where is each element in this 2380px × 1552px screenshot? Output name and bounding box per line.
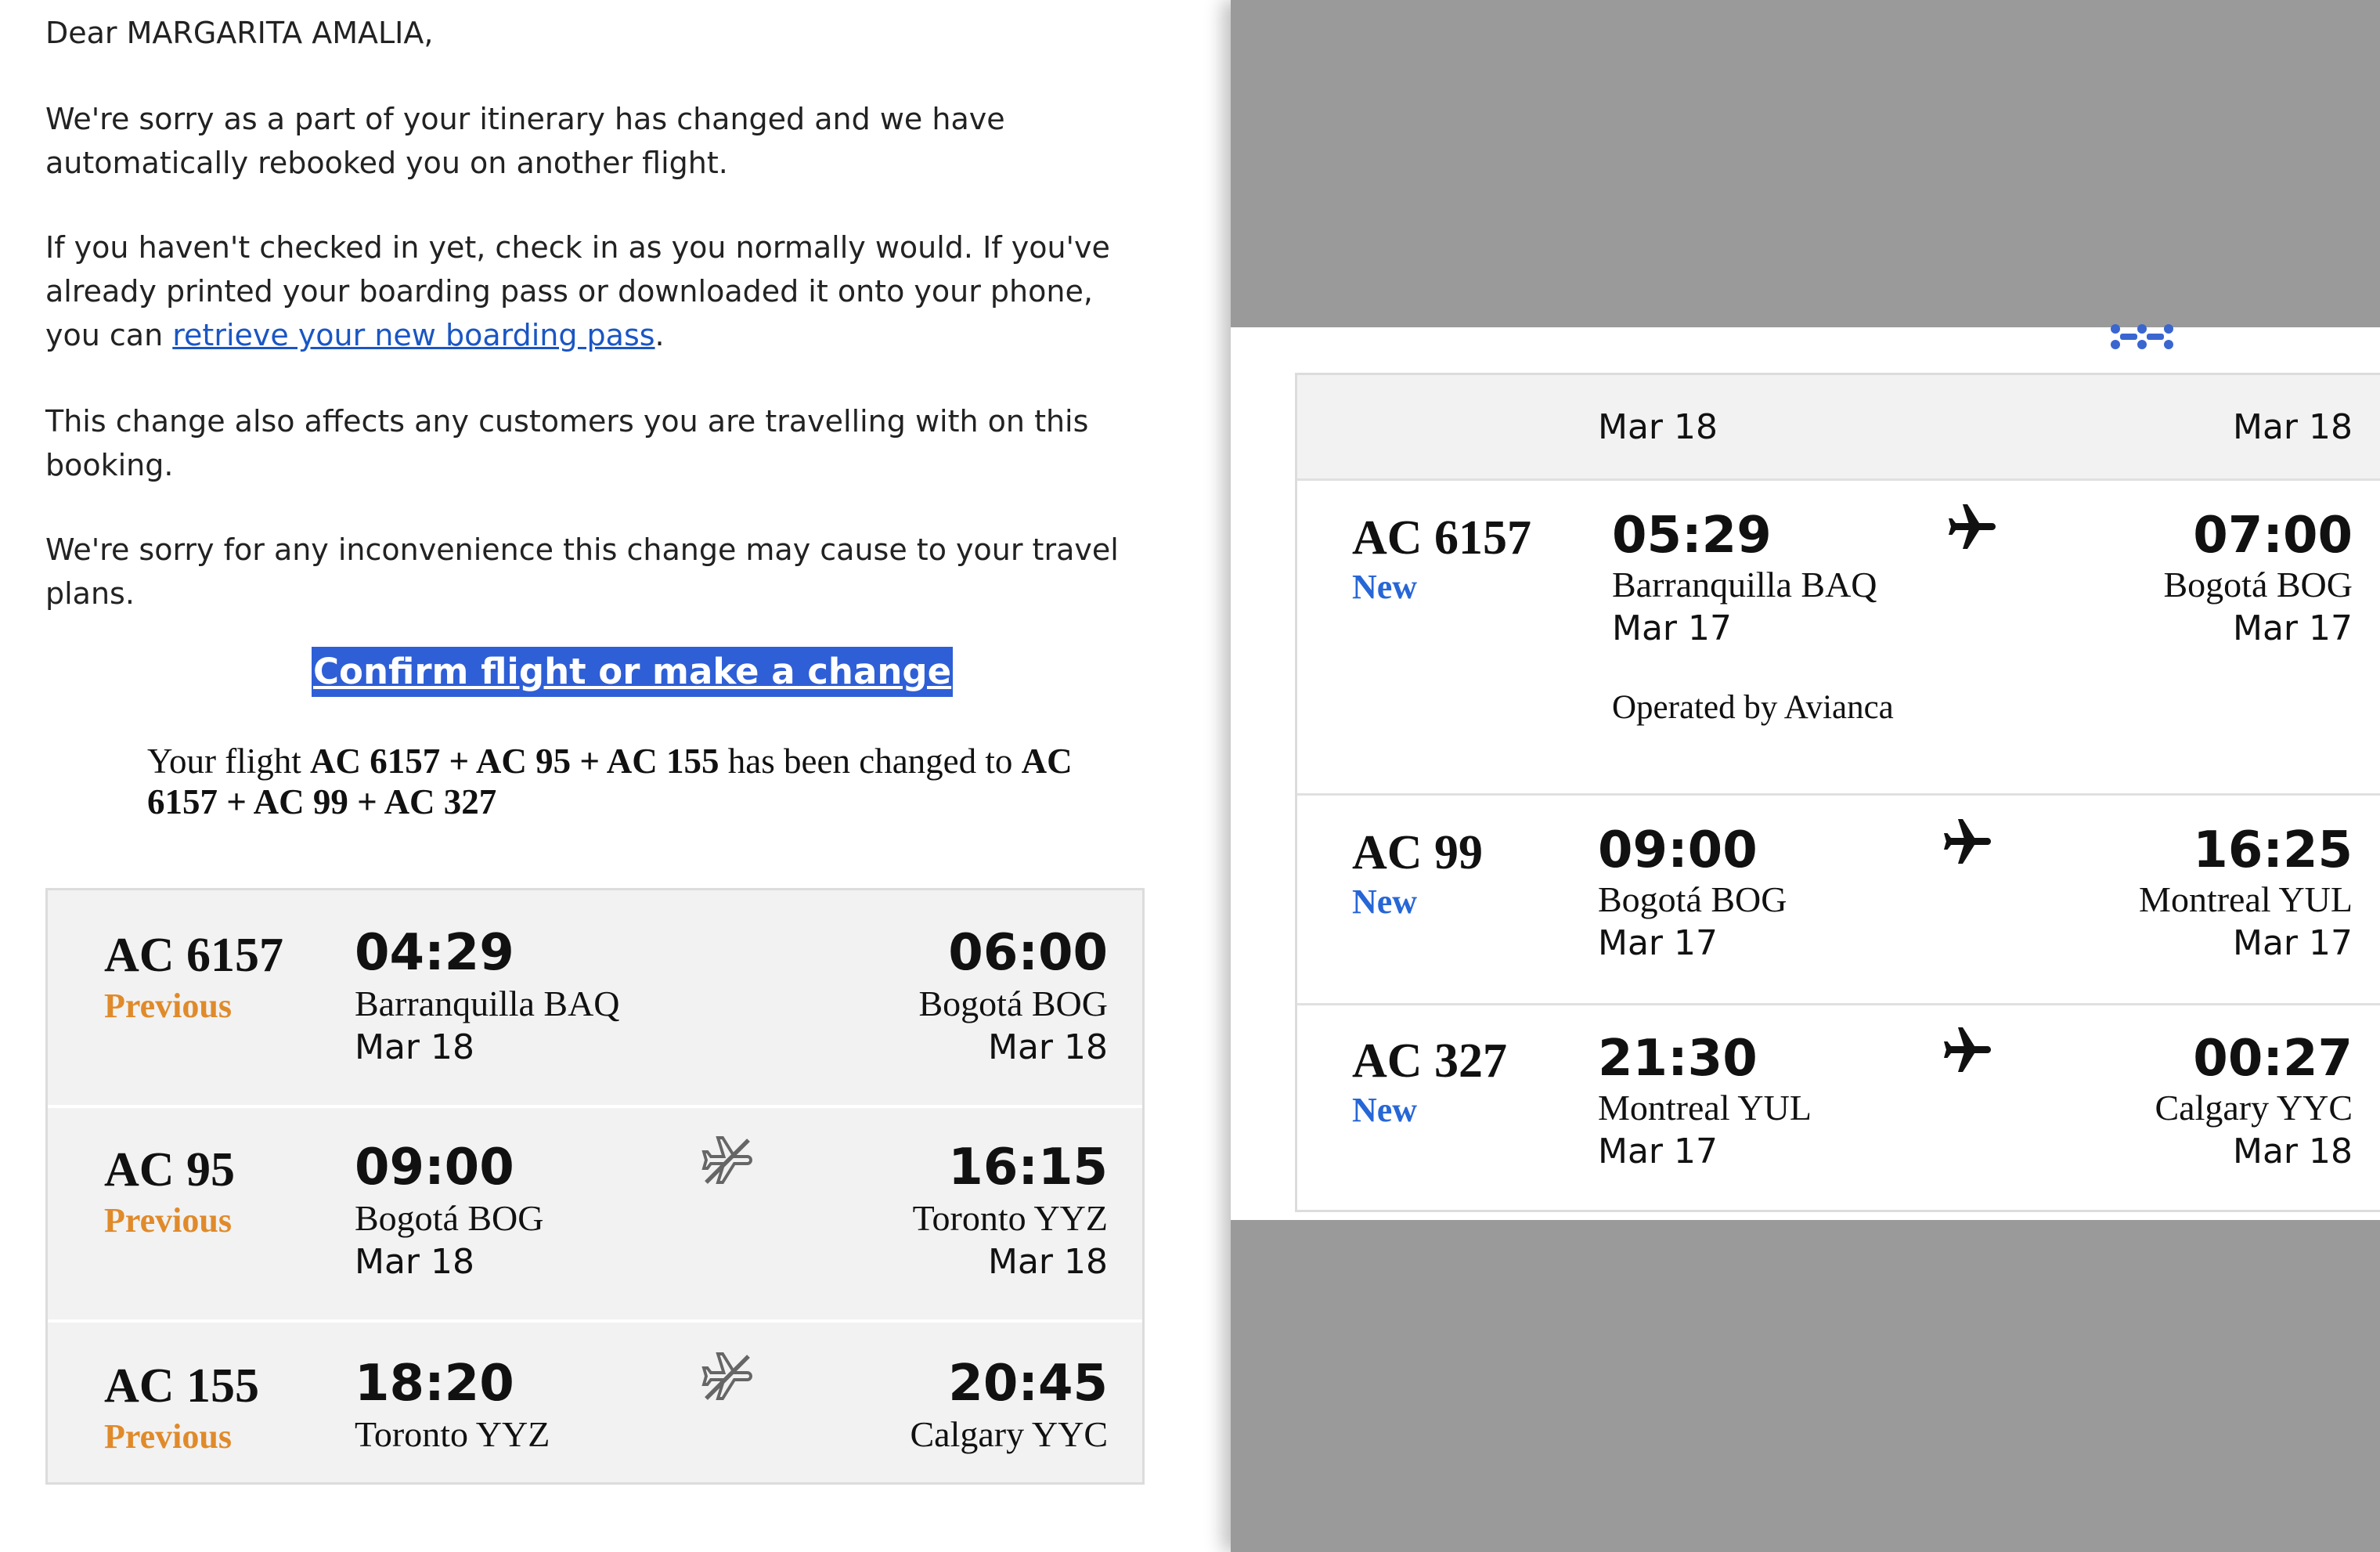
departure-date: Mar 17 (1598, 923, 1718, 963)
departure-city: Bogotá BOG (355, 1198, 544, 1238)
paragraph-rebooked: We're sorry as a part of your itinerary has changed and we have automatically rebooked you on another flight. (45, 102, 1005, 180)
departure-time: 04:29 (355, 924, 514, 982)
change-summary (147, 741, 1110, 822)
old-flight-numbers: AC 6157 + AC 95 + AC 155 (309, 742, 719, 781)
retrieve-boarding-pass-link[interactable]: retrieve your new boarding pass (172, 318, 655, 352)
previous-flight-row (48, 1105, 1142, 1319)
flight-number: AC 327 (1352, 1034, 1508, 1088)
paragraph-check-in-end: . (654, 318, 665, 352)
arrival-time: 16:15 (948, 1139, 1108, 1196)
arrival-date: Mar 18 (2233, 1132, 2353, 1171)
summary-text-2: has been changed to (719, 742, 1022, 781)
arrival-time: 07:00 (2193, 507, 2353, 565)
departure-date: Mar 17 (1612, 608, 1732, 648)
new-flight-row (1297, 1003, 2380, 1215)
departure-time: 05:29 (1612, 507, 1772, 565)
new-flight-numbers: AC 6157 + AC 99 + AC 327 (147, 742, 1073, 821)
departure-date: Mar 18 (355, 1027, 474, 1067)
cancelled-plane-icon (699, 1133, 755, 1189)
departure-city: Bogotá BOG (1598, 879, 1787, 919)
new-itinerary-popup (1231, 327, 2380, 1220)
arrival-city: Toronto YYZ (912, 1198, 1108, 1238)
cancelled-plane-icon (699, 1349, 755, 1406)
paragraph-customers: This change also affects any customers you are travelling with on this booking. (45, 404, 1089, 482)
operated-by: Operated by Avianca (1612, 689, 1894, 726)
header-date-departure: Mar 18 (1598, 407, 1718, 447)
arrival-time: 00:27 (2193, 1030, 2353, 1088)
arrival-date: Mar 18 (988, 1242, 1108, 1282)
arrival-city: Montreal YUL (2139, 879, 2353, 919)
new-flight-row (1297, 478, 2380, 793)
status-previous: Previous (104, 1201, 232, 1240)
arrival-city: Calgary YYC (910, 1414, 1108, 1454)
departure-time: 18:20 (355, 1355, 514, 1413)
arrival-city: Calgary YYC (2155, 1088, 2353, 1128)
previous-flight-row (48, 890, 1142, 1105)
departure-city: Barranquilla BAQ (1612, 565, 1877, 605)
flight-number: AC 95 (104, 1143, 236, 1196)
previous-flights-table (45, 888, 1145, 1485)
status-new: New (1352, 568, 1418, 606)
arrival-city: Bogotá BOG (918, 984, 1108, 1023)
plane-icon (1939, 1023, 1996, 1079)
arrival-time: 16:25 (2193, 821, 2353, 879)
header-date-arrival: Mar 18 (2233, 407, 2353, 447)
arrival-date: Mar 18 (988, 1027, 1108, 1067)
previous-flight-row (48, 1319, 1142, 1487)
arrival-time: 20:45 (948, 1355, 1108, 1413)
status-new: New (1352, 882, 1418, 921)
flight-number: AC 155 (104, 1359, 260, 1413)
status-previous: Previous (104, 1417, 232, 1456)
flight-number: AC 6157 (104, 929, 284, 982)
arrival-date: Mar 17 (2233, 608, 2353, 648)
departure-time: 09:00 (1598, 821, 1758, 879)
arrival-date: Mar 17 (2233, 923, 2353, 963)
paragraph-check-in-text: If you haven't checked in yet, check in as you normally would. If you've already printed your boarding pass or downloaded it onto your phone, you can (45, 230, 1110, 352)
plane-icon (1944, 500, 2000, 556)
departure-city: Montreal YUL (1598, 1088, 1812, 1128)
departure-time: 09:00 (355, 1139, 514, 1196)
arrival-city: Bogotá BOG (2163, 565, 2353, 605)
paragraph-check-in (45, 226, 1141, 357)
drag-handle-icon[interactable] (2109, 321, 2175, 356)
greeting: Dear MARGARITA AMALIA, (45, 16, 434, 50)
status-previous: Previous (104, 987, 232, 1025)
departure-city: Barranquilla BAQ (355, 984, 620, 1023)
arrival-time: 06:00 (948, 924, 1108, 982)
summary-text-1: Your flight (147, 742, 310, 781)
departure-date: Mar 18 (355, 1242, 474, 1282)
departure-time: 21:30 (1598, 1030, 1758, 1088)
date-header-row (1297, 375, 2380, 478)
departure-city: Toronto YYZ (355, 1414, 550, 1454)
confirm-flight-button[interactable]: Confirm flight or make a change (312, 647, 953, 697)
plane-icon (1939, 814, 1996, 871)
flight-number: AC 6157 (1352, 511, 1532, 565)
paragraph-apology: We're sorry for any inconvenience this change may cause to your travel plans. (45, 532, 1119, 611)
status-new: New (1352, 1091, 1418, 1129)
departure-date: Mar 17 (1598, 1132, 1718, 1171)
flight-number: AC 99 (1352, 826, 1484, 879)
new-flights-table (1295, 373, 2380, 1212)
new-flight-row (1297, 793, 2380, 1003)
